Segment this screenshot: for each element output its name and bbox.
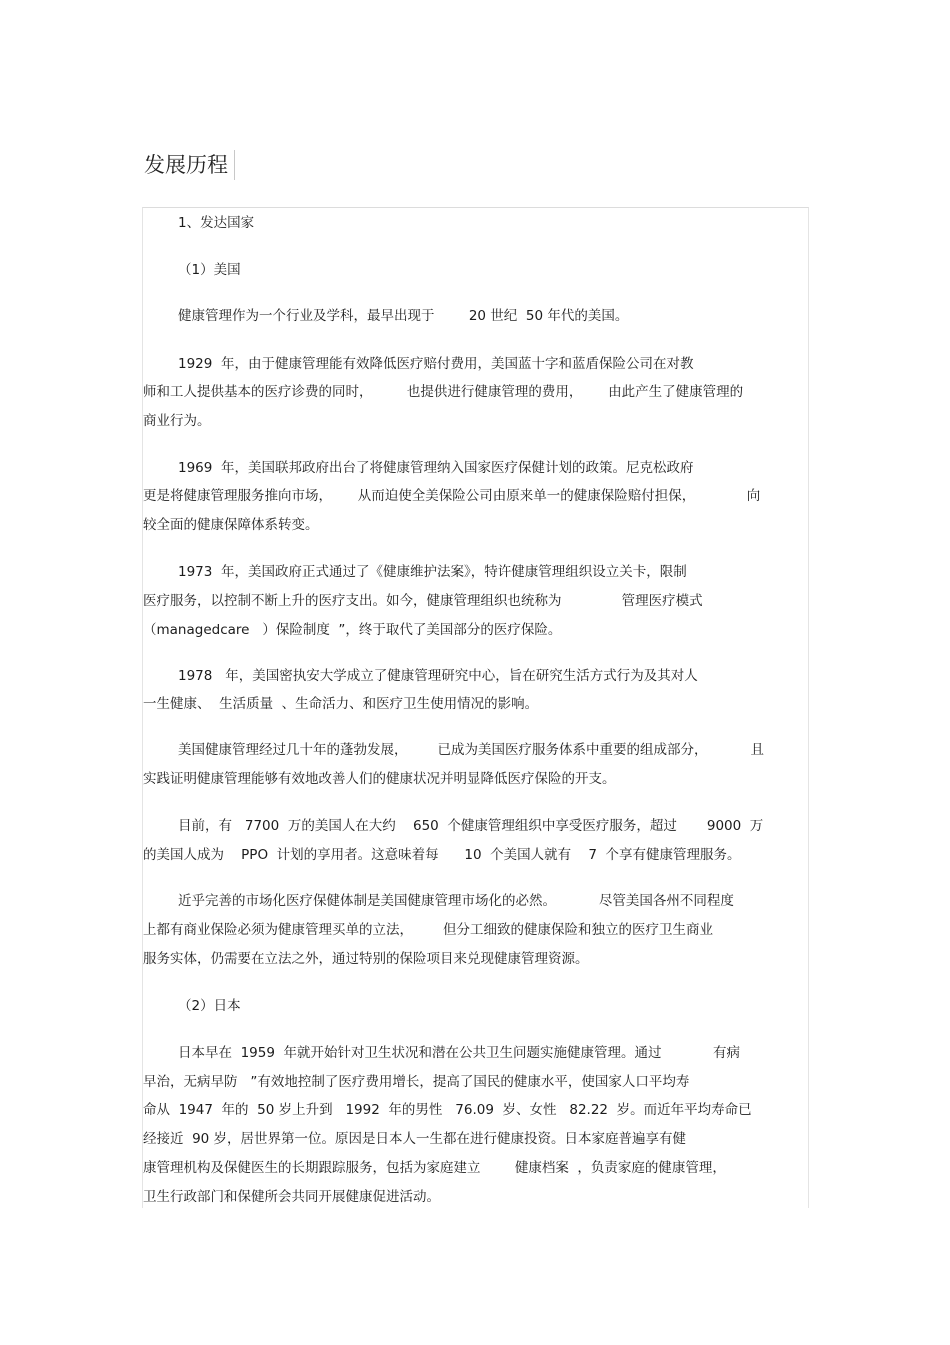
paragraph-line: 较全面的健康保障体系转变。 [143,517,319,533]
paragraph-line: 美国健康管理经过几十年的蓬勃发展， 已成为美国医疗服务体系中重要的组成部分， 且 [178,742,764,758]
paragraph-line: 医疗服务，以控制不断上升的医疗支出。如今，健康管理组织也统称为 管理医疗模式 [143,593,703,609]
paragraph-line: 目前，有 7700 万的美国人在大约 650 个健康管理组织中享受医疗服务，超过 9000 万 [178,818,764,834]
section-heading-developed-countries: 1、发达国家 [178,215,255,231]
paragraph-line: 1973 年，美国政府正式通过了《健康维护法案》，特许健康管理组织设立关卡，限制 [178,564,687,580]
paragraph-line: 早治，无病早防 ”有效地控制了医疗费用增长，提高了国民的健康水平，使国家人口平均寿 [143,1074,690,1090]
paragraph-line: 康管理机构及保健医生的长期跟踪服务，包括为家庭建立 健康档案 ，负责家庭的健康管理， [143,1160,726,1176]
paragraph-line: 实践证明健康管理能够有效地改善人们的健康状况并明显降低医疗保险的开支。 [143,771,616,787]
paragraph-line: （managedcare ）保险制度 ”，终于取代了美国部分的医疗保险。 [143,622,562,638]
paragraph-line: 服务实体，仍需要在立法之外，通过特别的保险项目来兑现健康管理资源。 [143,951,589,967]
paragraph-line: 更是将健康管理服务推向市场， 从而迫使全美保险公司由原来单一的健康保险赔付担保， 向 [143,488,761,504]
paragraph-line: 近乎完善的市场化医疗保健体制是美国健康管理市场化的必然。 尽管美国各州不同程度 [178,893,734,909]
paragraph-line: 经接近 90 岁，居世界第一位。原因是日本人一生都在进行健康投资。日本家庭普遍享有健 [143,1131,687,1147]
paragraph-line: 上都有商业保险必须为健康管理买单的立法， 但分工细致的健康保险和独立的医疗卫生商业 [143,922,714,938]
paragraph-line: 1969 年，美国联邦政府出台了将健康管理纳入国家医疗保健计划的政策。尼克松政府 [178,460,694,476]
paragraph-line: 一生健康、 生活质量 、生命活力、和医疗卫生使用情况的影响。 [143,696,539,712]
paragraph-line: 日本早在 1959 年就开始针对卫生状况和潜在公共卫生问题实施健康管理。通过 有病 [178,1045,741,1061]
paragraph-line: 商业行为。 [143,413,211,429]
paragraph-line: 1978 年，美国密执安大学成立了健康管理研究中心，旨在研究生活方式行为及其对人 [178,668,698,684]
page-title: 发展历程 [144,150,235,180]
paragraph-line: 1929 年，由于健康管理能有效降低医疗赔付费用，美国蓝十字和蓝盾保险公司在对教 [178,356,694,372]
subsection-heading-japan: （2）日本 [178,998,241,1014]
paragraph-line: 的美国人成为 PPO 计划的享用者。这意味着每 10 个美国人就有 7 个享有健康管理服务。 [143,847,741,863]
paragraph-line: 卫生行政部门和保健所会共同开展健康促进活动。 [143,1189,440,1205]
paragraph-line: 健康管理作为一个行业及学科，最早出现于 20 世纪 50 年代的美国。 [178,308,629,324]
subsection-heading-usa: （1）美国 [178,262,241,278]
paragraph-line: 师和工人提供基本的医疗诊费的同时， 也提供进行健康管理的费用， 由此产生了健康管理的 [143,384,744,400]
paragraph-line: 命从 1947 年的 50 岁上升到 1992 年的男性 76.09 岁、女性 82.22 岁。而近年平均寿命已 [143,1102,752,1118]
